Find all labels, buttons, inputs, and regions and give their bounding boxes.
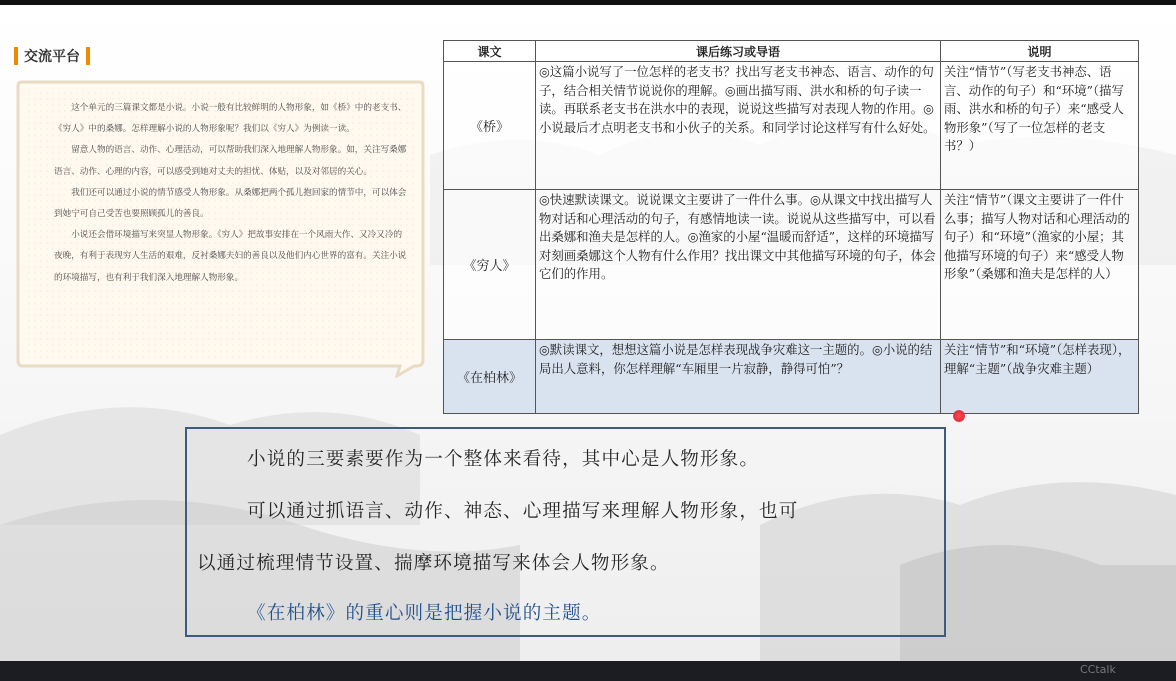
exercise-cell: ◎默读课文，想想这篇小说是怎样表现战争灾难这一主题的。◎小说的结局出人意料，你怎样理解“车厢里一片寂静，静得可怕”？ [536,340,941,414]
panel-title: 交流平台 [24,49,80,65]
column-header-lesson: 课文 [444,41,536,62]
panel-paragraph: 这个单元的三篇课文都是小说。小说一般有比较鲜明的人物形象，如《桥》中的老支书、《穷人》中的桑娜。怎样理解小说的人物形象呢？我们以《穷人》为例读一读。 [54,103,407,135]
summary-line: 以通过梳理情节设置、揣摩环境描写来体会人物形象。 [197,553,670,574]
panel-body-text [54,98,410,289]
summary-line: 小说的三要素要作为一个整体来看待，其中心是人物形象。 [247,449,760,470]
panel-header [14,46,90,66]
summary-emphasis-line: 《在柏林》的重心则是把握小说的主题。 [247,603,602,624]
panel-paragraph: 小说还会借环境描写来突显人物形象。《穷人》把故事安排在一个风雨大作、又冷又冷的夜晚，有利于表现穷人生活的艰难，反衬桑娜夫妇的善良以及他们内心世界的富有。关注小说的环境描写，也有利于我们深入地理解人物形象。 [54,230,407,283]
table-row [444,62,1139,190]
watermark-logo: CCtalk [1080,663,1116,676]
panel-paragraph: 留意人物的语言、动作、心理活动，可以帮助我们深入地理解人物形象。如，关注写桑娜语言、动作、心理的内容，可以感受到她对丈夫的担忧、体贴，以及对邻居的关心。 [54,145,407,177]
header-accent-bar-right [86,47,90,65]
exercise-cell: ◎快速默读课文。说说课文主要讲了一件什么事。◎从课文中找出描写人物对话和心理活动的句子，有感情地读一读。说说从这些描写中，可以看出桑娜和渔夫是怎样的人。◎渔家的小屋“温暖而舒适”，这样的环境描写对刻画桑娜这个人物有什么作用？找出课文中其他描写环境的句子，体会它们的作用。 [536,190,941,340]
table-row-highlighted [444,340,1139,414]
lesson-title-cell: 《桥》 [444,62,536,190]
speech-bubble-panel [14,78,425,378]
note-cell: 关注“情节”（写老支书神态、语言、动作的句子）和“环境”（描写雨、洪水和桥的句子）来“感受人物形象”（写了一位怎样的老支书？） [941,62,1139,190]
column-header-exercise: 课后练习或导语 [536,41,941,62]
header-accent-bar [14,47,18,65]
laser-pointer-icon [953,410,965,422]
lesson-table [443,40,1139,414]
lesson-title-cell: 《穷人》 [444,190,536,340]
note-cell: 关注“情节”（课文主要讲了一件什么事；描写人物对话和心理活动的句子）和“环境”（渔家的小屋；其他描写环境的句子）来“感受人物形象”（桑娜和渔夫是怎样的人） [941,190,1139,340]
column-header-note: 说明 [941,41,1139,62]
panel-paragraph: 我们还可以通过小说的情节感受人物形象。从桑娜把两个孤儿抱回家的情节中，可以体会到她宁可自己受苦也要照顾孤儿的善良。 [54,187,407,220]
table-header-row [444,41,1139,62]
slide-canvas [0,5,1176,661]
table-row [444,190,1139,340]
summary-box [185,427,946,637]
bottom-bar [0,661,1176,681]
lesson-title-cell: 《在柏林》 [444,340,536,414]
note-cell: 关注“情节”和“环境”（怎样表现），理解“主题”（战争灾难主题） [941,340,1139,414]
summary-line: 可以通过抓语言、动作、神态、心理描写来理解人物形象，也可 [247,501,799,522]
exercise-cell: ◎这篇小说写了一位怎样的老支书？找出写老支书神态、语言、动作的句子，结合相关情节说说你的理解。◎画出描写雨、洪水和桥的句子读一读。再联系老支书在洪水中的表现，说说这些描写对表现人物的作用。◎小说最后才点明老支书和小伙子的关系。和同学讨论这样写有什么好处。 [536,62,941,190]
